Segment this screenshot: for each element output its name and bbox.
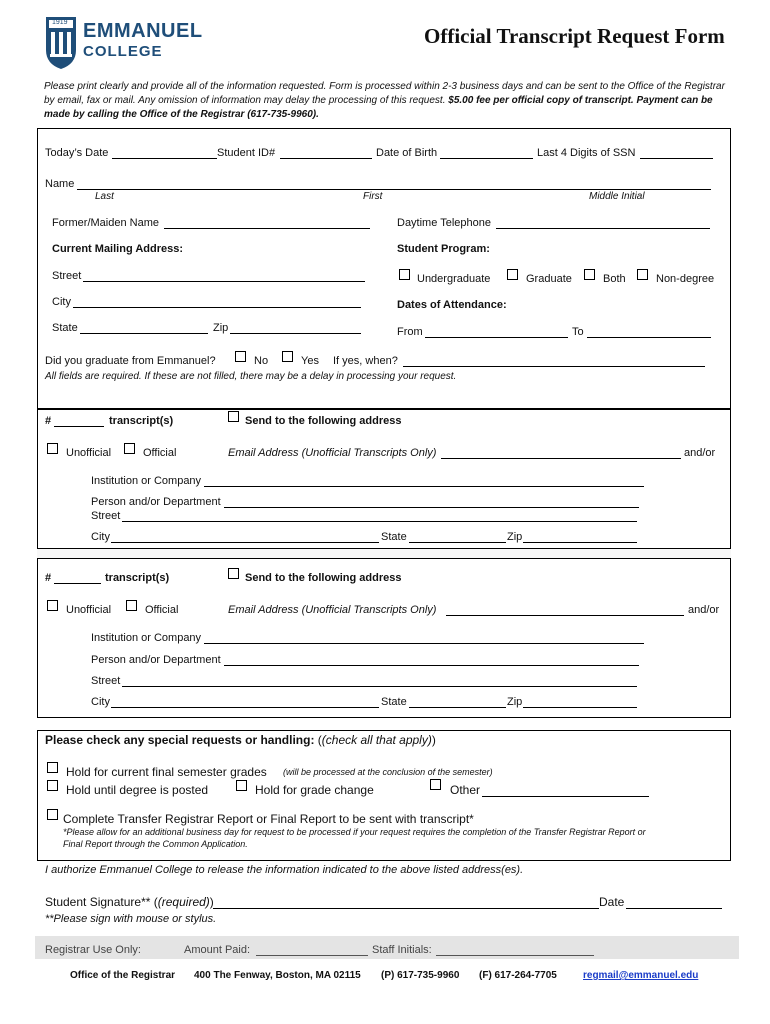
request-1-zip-label: Zip (507, 531, 523, 543)
graduated-no-checkbox[interactable] (235, 351, 246, 362)
maiden-name-field[interactable] (164, 228, 370, 229)
student-id-label: Student ID# (217, 147, 276, 159)
student-id-field[interactable] (280, 158, 372, 159)
request-2-count-field[interactable] (54, 583, 101, 584)
request-1-count-field[interactable] (54, 426, 104, 427)
intro-line3: made by calling the Office of the Registrar (617-735-9960). (44, 109, 319, 120)
name-label: Name (45, 178, 75, 190)
request-2-email-label: Email Address (Unofficial Transcripts Only) (228, 604, 437, 616)
logo-line2: COLLEGE (83, 43, 163, 60)
request-1-state-field[interactable] (409, 542, 506, 543)
to-label: To (572, 326, 584, 338)
footer-phone: (P) 617-735-9960 (381, 970, 460, 981)
signature-date-label: Date (599, 895, 625, 909)
signature-label: Student Signature** ((required)) (45, 895, 214, 909)
request-1-street-field[interactable] (122, 521, 637, 522)
request-1-hash: # (45, 415, 52, 427)
request-1-email-label: Email Address (Unofficial Transcripts Only) (228, 447, 437, 459)
footer-fax: (F) 617-264-7705 (479, 970, 557, 981)
first-name-caption: First (363, 191, 383, 202)
request-1-send-label: Send to the following address (245, 415, 402, 427)
undergraduate-checkbox[interactable] (399, 269, 410, 280)
form-title: Official Transcript Request Form (424, 24, 725, 48)
city-field[interactable] (73, 307, 361, 308)
ssn-field[interactable] (640, 158, 713, 159)
request-2-email-field[interactable] (446, 615, 684, 616)
authorization-statement: I authorize Emmanuel College to release the information indicated to the above listed address(es). (45, 864, 524, 876)
signature-field[interactable] (213, 908, 599, 909)
if-yes-when-label: If yes, when? (333, 355, 398, 367)
intro-line2: by email, fax or mail. Any omission of information may delay the processing of this request. $5.00 fee per official copy of transcript. Payment can be (44, 95, 713, 106)
graduated-no-label: No (254, 355, 269, 367)
undergraduate-label: Undergraduate (417, 273, 491, 285)
request-1-city-label: City (91, 531, 110, 543)
logo-line1: EMMANUEL (83, 20, 203, 42)
hold-grade-change-label: Hold for grade change (255, 783, 374, 797)
request-2-zip-label: Zip (507, 696, 523, 708)
request-2-official-label: Official (145, 604, 179, 616)
registrar-use-only-label: Registrar Use Only: (45, 944, 141, 956)
to-field[interactable] (587, 337, 711, 338)
dob-field[interactable] (440, 158, 533, 159)
request-1-street-label: Street (91, 510, 121, 522)
request-2-andor: and/or (688, 604, 720, 616)
request-2-city-label: City (91, 696, 110, 708)
both-label: Both (603, 273, 626, 285)
request-1-send-checkbox[interactable] (228, 411, 239, 422)
request-1-person-field[interactable] (224, 507, 639, 508)
other-field[interactable] (482, 796, 649, 797)
request-2-transcripts-label: transcript(s) (105, 572, 170, 584)
request-2-send-label: Send to the following address (245, 572, 402, 584)
request-1-email-field[interactable] (441, 458, 681, 459)
hold-grades-note: (will be processed at the conclusion of the semester) (283, 767, 493, 777)
zip-field[interactable] (230, 333, 361, 334)
footer-email-link[interactable]: regmail@emmanuel.edu (583, 970, 699, 981)
request-1-state-label: State (381, 531, 407, 543)
hold-degree-checkbox[interactable] (47, 780, 58, 791)
request-2-hash: # (45, 572, 52, 584)
request-1-city-field[interactable] (111, 542, 379, 543)
request-2-unofficial-label: Unofficial (66, 604, 112, 616)
hold-grades-label: Hold for current final semester grades (66, 765, 267, 779)
transfer-note-line1: *Please allow for an additional business day for request to be processed if your request requires the completion of the Transfer Registrar Report or (63, 827, 646, 837)
staff-initials-field[interactable] (436, 955, 594, 956)
amount-paid-field[interactable] (256, 955, 368, 956)
maiden-name-label: Former/Maiden Name (52, 217, 159, 229)
signature-note: **Please sign with mouse or stylus. (45, 913, 217, 925)
from-field[interactable] (425, 337, 568, 338)
footer-office: Office of the Registrar (70, 970, 176, 981)
dates-of-attendance-heading: Dates of Attendance: (397, 299, 507, 311)
signature-date-field[interactable] (626, 908, 722, 909)
request-1-official-label: Official (143, 447, 177, 459)
request-2-institution-label: Institution or Company (91, 632, 202, 644)
student-program-heading: Student Program: (397, 243, 490, 255)
city-label: City (52, 296, 71, 308)
graduate-label: Graduate (526, 273, 572, 285)
request-1-andor: and/or (684, 447, 716, 459)
request-1-unofficial-checkbox[interactable] (47, 443, 58, 454)
graduate-checkbox[interactable] (507, 269, 518, 280)
request-2-state-field[interactable] (409, 707, 506, 708)
transfer-report-label: Complete Transfer Registrar Report or Final Report to be sent with transcript* (63, 812, 474, 826)
request-2-send-checkbox[interactable] (228, 568, 239, 579)
request-2-unofficial-checkbox[interactable] (47, 600, 58, 611)
request-2-street-label: Street (91, 675, 121, 687)
todays-date-field[interactable] (112, 158, 217, 159)
request-1-official-checkbox[interactable] (124, 443, 135, 454)
request-2-state-label: State (381, 696, 407, 708)
graduated-yes-checkbox[interactable] (282, 351, 293, 362)
state-label: State (52, 322, 78, 334)
hold-grades-checkbox[interactable] (47, 762, 58, 773)
request-2-person-field[interactable] (224, 665, 639, 666)
logo-year: 1919 (52, 19, 68, 26)
intro-text (44, 80, 725, 122)
street-label: Street (52, 270, 82, 282)
request-2-official-checkbox[interactable] (126, 600, 137, 611)
footer-address: 400 The Fenway, Boston, MA 02115 (194, 970, 361, 981)
graduation-date-field[interactable] (403, 366, 705, 367)
request-2-zip-field[interactable] (523, 707, 637, 708)
college-logo (45, 16, 215, 72)
non-degree-label: Non-degree (656, 273, 715, 285)
hold-degree-label: Hold until degree is posted (66, 783, 209, 797)
request-1-zip-field[interactable] (523, 542, 637, 543)
request-1-transcripts-label: transcript(s) (109, 415, 174, 427)
intro-line1: Please print clearly and provide all of the information requested. Form is processed within 2-3 business days and can be sent to the Office of the Registrar (44, 81, 725, 92)
request-1-institution-field[interactable] (204, 486, 644, 487)
mailing-address-heading: Current Mailing Address: (52, 243, 183, 255)
required-fields-note: All fields are required. If these are not filled, there may be a delay in processing your request. (45, 371, 457, 382)
graduated-yes-label: Yes (301, 355, 319, 367)
phone-label: Daytime Telephone (397, 217, 491, 229)
dob-label: Date of Birth (376, 147, 438, 159)
last-name-caption: Last (95, 191, 114, 202)
street-field[interactable] (83, 281, 365, 282)
both-checkbox[interactable] (584, 269, 595, 280)
amount-paid-label: Amount Paid: (184, 944, 251, 956)
zip-label: Zip (213, 322, 229, 334)
middle-initial-caption: Middle Initial (589, 191, 645, 202)
request-1-unofficial-label: Unofficial (66, 447, 112, 459)
ssn-label: Last 4 Digits of SSN (537, 147, 636, 159)
todays-date-label: Today’s Date (45, 147, 109, 159)
name-field[interactable] (77, 189, 711, 190)
transfer-report-checkbox[interactable] (47, 809, 58, 820)
request-2-street-field[interactable] (122, 686, 637, 687)
request-1-institution-label: Institution or Company (91, 475, 202, 487)
state-field[interactable] (80, 333, 208, 334)
graduated-question: Did you graduate from Emmanuel? (45, 355, 216, 367)
from-label: From (397, 326, 423, 338)
request-2-institution-field[interactable] (204, 643, 644, 644)
request-1-person-label: Person and/or Department (91, 496, 221, 508)
other-label: Other (450, 783, 481, 797)
special-requests-heading: Please check any special requests or handling: ((check all that apply)) (45, 733, 436, 747)
request-2-city-field[interactable] (111, 707, 379, 708)
hold-grade-change-checkbox[interactable] (236, 780, 247, 791)
phone-field[interactable] (496, 228, 710, 229)
request-2-person-label: Person and/or Department (91, 654, 221, 666)
transfer-note-line2: Final Report through the Common Application. (63, 839, 248, 849)
staff-initials-label: Staff Initials: (372, 944, 432, 956)
non-degree-checkbox[interactable] (637, 269, 648, 280)
other-checkbox[interactable] (430, 779, 441, 790)
